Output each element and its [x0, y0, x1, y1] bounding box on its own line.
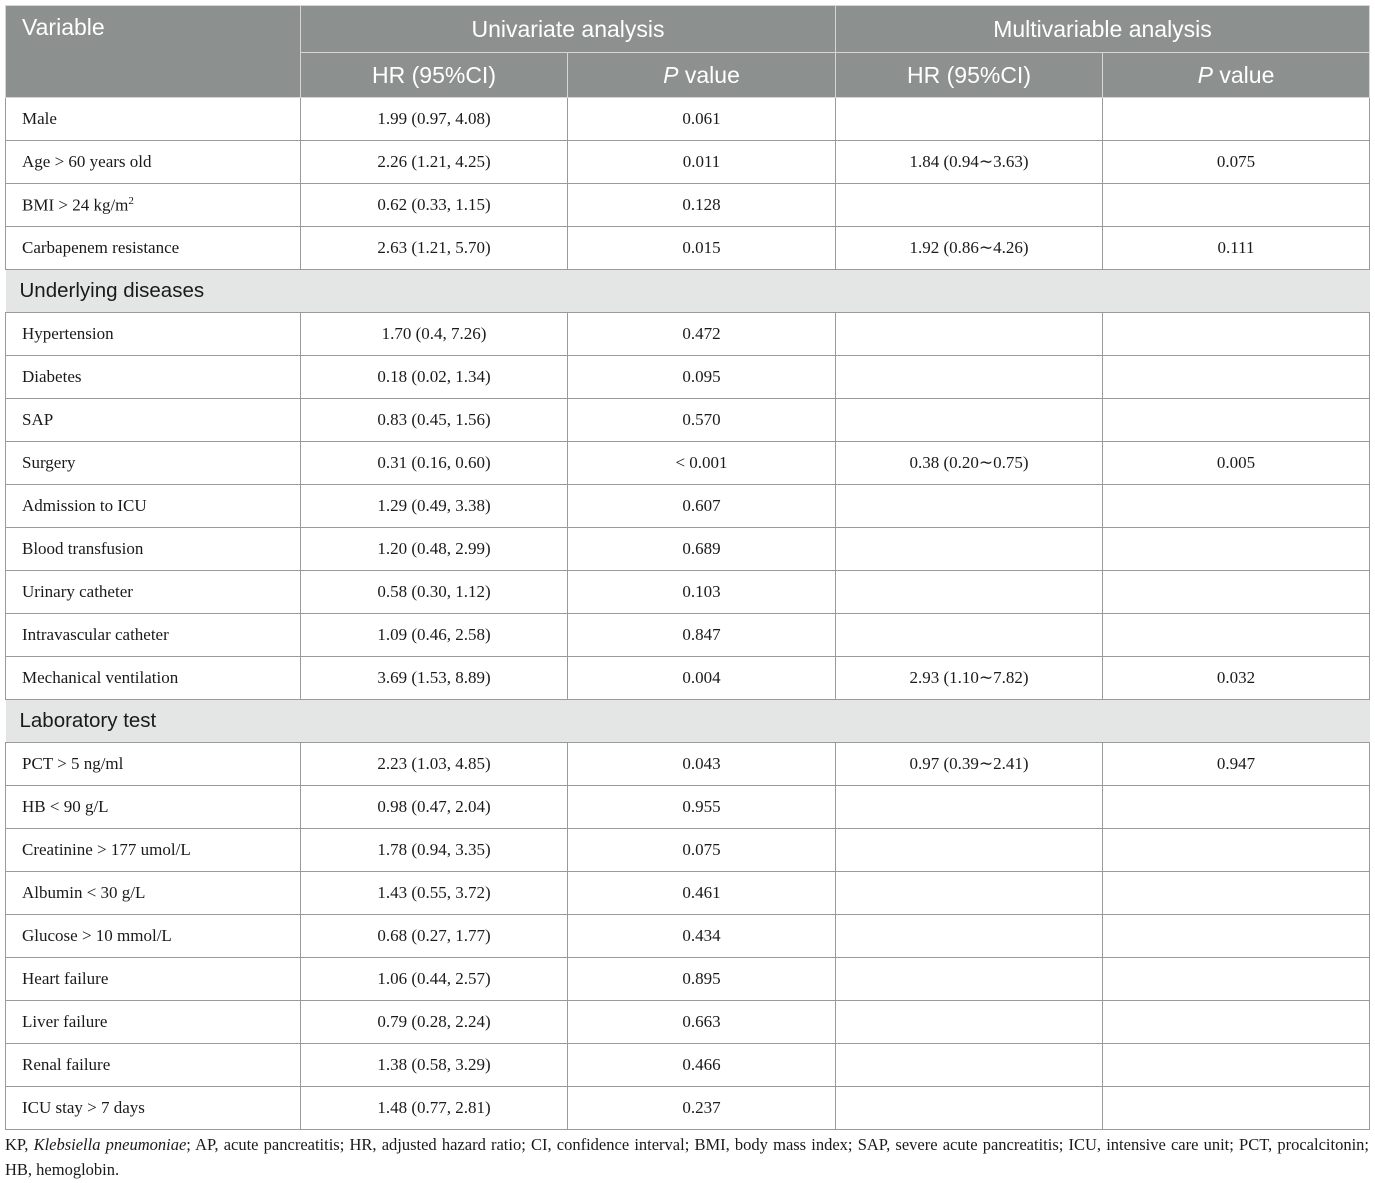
row-label — [6, 743, 301, 786]
table-row — [6, 184, 1370, 227]
multivariable-hr-cell — [836, 313, 1103, 356]
row-label — [6, 98, 301, 141]
multivariable-hr-cell — [836, 829, 1103, 872]
header-multivariable-p — [1103, 53, 1370, 98]
table-row — [6, 571, 1370, 614]
univariate-hr-cell — [301, 958, 568, 1001]
row-label-text: Male — [22, 109, 57, 128]
univariate-p-cell — [568, 356, 836, 399]
row-label-text: PCT > 5 ng/ml — [22, 754, 124, 773]
multivariable-hr-cell — [836, 958, 1103, 1001]
univariate-p-cell — [568, 485, 836, 528]
multivariable-p-cell — [1103, 614, 1370, 657]
univariate-hr-cell — [301, 829, 568, 872]
multivariable-p-cell — [1103, 313, 1370, 356]
univariate-hr-cell — [301, 872, 568, 915]
univariate-p-cell-text: 0.570 — [682, 410, 721, 429]
univariate-hr-cell — [301, 614, 568, 657]
row-label-text: Albumin < 30 g/L — [22, 883, 146, 902]
multivariable-hr-cell — [836, 657, 1103, 700]
univariate-p-cell — [568, 313, 836, 356]
table-footnote — [5, 1132, 1369, 1182]
univariate-hr-cell-text: 0.18 (0.02, 1.34) — [377, 367, 491, 386]
multivariable-hr-cell-text: 0.38 (0.20∼0.75) — [909, 453, 1029, 472]
univariate-hr-cell-text: 0.98 (0.47, 2.04) — [377, 797, 491, 816]
univariate-hr-cell — [301, 1001, 568, 1044]
univariate-p-cell — [568, 399, 836, 442]
table-row — [6, 141, 1370, 184]
p-rest: value — [1212, 61, 1275, 88]
univariate-p-cell — [568, 98, 836, 141]
univariate-hr-cell-text: 1.99 (0.97, 4.08) — [377, 109, 491, 128]
row-label — [6, 571, 301, 614]
multivariable-hr-cell — [836, 786, 1103, 829]
univariate-p-cell-text: 0.043 — [682, 754, 721, 773]
univariate-hr-cell-text: 1.38 (0.58, 3.29) — [377, 1055, 491, 1074]
table-row — [6, 227, 1370, 270]
multivariable-p-cell — [1103, 743, 1370, 786]
multivariable-hr-cell — [836, 227, 1103, 270]
table-row — [6, 1087, 1370, 1130]
row-label-text: Heart failure — [22, 969, 109, 988]
univariate-p-cell-text: 0.011 — [682, 152, 721, 171]
multivariable-hr-cell-text: 1.92 (0.86∼4.26) — [909, 238, 1029, 257]
row-label-text: Blood transfusion — [22, 539, 144, 558]
p-italic: P — [663, 61, 679, 88]
multivariable-hr-cell — [836, 399, 1103, 442]
multivariable-hr-cell — [836, 356, 1103, 399]
multivariable-p-cell — [1103, 829, 1370, 872]
row-label-text: SAP — [22, 410, 54, 429]
row-label-text: BMI > 24 kg/m — [22, 195, 129, 215]
univariate-p-cell-text: 0.061 — [682, 109, 721, 128]
footnote-rest: ; AP, acute pancreatitis; HR, adjusted hazard ratio; CI, confidence interval; BMI, body mass index; SAP, severe acute pancreatitis; ICU, intensive care unit; PCT, procalcitonin; HB, hemoglobin. — [5, 1135, 1369, 1179]
univariate-p-cell — [568, 571, 836, 614]
univariate-hr-cell — [301, 786, 568, 829]
table-row — [6, 485, 1370, 528]
univariate-hr-cell — [301, 743, 568, 786]
header-multivariable-hr: HR (95%CI) — [836, 53, 1103, 98]
row-label — [6, 141, 301, 184]
univariate-hr-cell — [301, 657, 568, 700]
row-label-text: Renal failure — [22, 1055, 111, 1074]
row-label — [6, 829, 301, 872]
univariate-p-cell — [568, 141, 836, 184]
row-label-text: Age > 60 years old — [22, 152, 152, 171]
multivariable-p-cell — [1103, 786, 1370, 829]
header-univariate: Univariate analysis — [301, 6, 836, 53]
row-label — [6, 313, 301, 356]
multivariable-hr-cell — [836, 485, 1103, 528]
row-label-text: Diabetes — [22, 367, 82, 386]
univariate-p-cell — [568, 915, 836, 958]
univariate-hr-cell-text: 0.58 (0.30, 1.12) — [377, 582, 491, 601]
table-row — [6, 915, 1370, 958]
header-variable: Variable — [6, 6, 301, 98]
multivariable-p-cell — [1103, 485, 1370, 528]
superscript: 2 — [128, 194, 134, 207]
univariate-hr-cell-text: 2.23 (1.03, 4.85) — [377, 754, 491, 773]
row-label — [6, 356, 301, 399]
multivariable-hr-cell-text: 1.84 (0.94∼3.63) — [909, 152, 1029, 171]
section-laboratory-test-label: Laboratory test — [6, 700, 1370, 743]
univariate-p-cell — [568, 442, 836, 485]
univariate-hr-cell-text: 0.83 (0.45, 1.56) — [377, 410, 491, 429]
row-label — [6, 227, 301, 270]
univariate-p-cell-text: 0.847 — [682, 625, 721, 644]
univariate-hr-cell — [301, 485, 568, 528]
row-label-text: Admission to ICU — [22, 496, 147, 515]
univariate-p-cell — [568, 227, 836, 270]
footnote-kp-italic: Klebsiella pneumoniae — [33, 1135, 187, 1154]
univariate-hr-cell-text: 0.62 (0.33, 1.15) — [377, 195, 491, 214]
univariate-p-cell — [568, 786, 836, 829]
row-label-text: Hypertension — [22, 324, 114, 343]
univariate-hr-cell-text: 2.63 (1.21, 5.70) — [377, 238, 491, 257]
row-label-text: Surgery — [22, 453, 76, 472]
univariate-p-cell-text: 0.689 — [682, 539, 721, 558]
table-row — [6, 1001, 1370, 1044]
row-label — [6, 1087, 301, 1130]
section-underlying-diseases-label: Underlying diseases — [6, 270, 1370, 313]
univariate-p-cell — [568, 528, 836, 571]
row-label — [6, 614, 301, 657]
multivariable-hr-cell-text: 0.97 (0.39∼2.41) — [909, 754, 1029, 773]
univariate-p-cell — [568, 184, 836, 227]
univariate-hr-cell-text: 1.43 (0.55, 3.72) — [377, 883, 491, 902]
row-label — [6, 1001, 301, 1044]
univariate-hr-cell — [301, 442, 568, 485]
univariate-p-cell-text: 0.004 — [682, 668, 721, 687]
univariate-p-cell-text: 0.095 — [682, 367, 721, 386]
table-row — [6, 313, 1370, 356]
row-label-text: Creatinine > 177 umol/L — [22, 840, 191, 859]
table-row — [6, 743, 1370, 786]
univariate-hr-cell-text: 0.79 (0.28, 2.24) — [377, 1012, 491, 1031]
multivariable-p-cell — [1103, 1044, 1370, 1087]
multivariable-p-cell — [1103, 1087, 1370, 1130]
univariate-hr-cell-text: 1.09 (0.46, 2.58) — [377, 625, 491, 644]
table-row — [6, 958, 1370, 1001]
univariate-p-cell — [568, 743, 836, 786]
univariate-hr-cell — [301, 141, 568, 184]
multivariable-p-cell — [1103, 1001, 1370, 1044]
multivariable-hr-cell — [836, 915, 1103, 958]
multivariable-p-cell — [1103, 442, 1370, 485]
univariate-p-cell — [568, 958, 836, 1001]
multivariable-hr-cell — [836, 98, 1103, 141]
multivariable-p-cell — [1103, 399, 1370, 442]
row-label-text: Mechanical ventilation — [22, 668, 179, 687]
row-label-text: HB < 90 g/L — [22, 797, 109, 816]
row-label-text: Carbapenem resistance — [22, 238, 180, 257]
row-label-text: Intravascular catheter — [22, 625, 169, 644]
multivariable-hr-cell — [836, 141, 1103, 184]
univariate-p-cell-text: 0.663 — [682, 1012, 721, 1031]
row-label — [6, 485, 301, 528]
univariate-hr-cell-text: 1.78 (0.94, 3.35) — [377, 840, 491, 859]
multivariable-p-cell — [1103, 528, 1370, 571]
table-row — [6, 614, 1370, 657]
univariate-hr-cell-text: 2.26 (1.21, 4.25) — [377, 152, 491, 171]
univariate-p-cell-text: 0.237 — [682, 1098, 721, 1117]
multivariable-p-cell-text: 0.947 — [1216, 754, 1256, 773]
section-laboratory-test — [6, 700, 1370, 743]
multivariable-hr-cell — [836, 184, 1103, 227]
table-body — [6, 98, 1370, 1130]
univariate-hr-cell — [301, 528, 568, 571]
multivariable-hr-cell — [836, 442, 1103, 485]
p-rest: value — [678, 61, 740, 88]
table-row — [6, 829, 1370, 872]
multivariable-hr-cell — [836, 1001, 1103, 1044]
header-univariate-p — [568, 53, 836, 98]
univariate-hr-cell-text: 1.70 (0.4, 7.26) — [381, 324, 487, 343]
univariate-p-cell-text: 0.472 — [682, 324, 721, 343]
table-row — [6, 528, 1370, 571]
univariate-hr-cell — [301, 1087, 568, 1130]
header-multivariable: Multivariable analysis — [836, 6, 1370, 53]
univariate-p-cell-text: 0.434 — [682, 926, 721, 945]
row-label — [6, 958, 301, 1001]
row-label — [6, 915, 301, 958]
univariate-hr-cell — [301, 356, 568, 399]
univariate-p-cell-text: 0.461 — [682, 883, 721, 902]
row-label-text: Urinary catheter — [22, 582, 133, 601]
row-label — [6, 528, 301, 571]
univariate-hr-cell — [301, 915, 568, 958]
multivariable-p-cell — [1103, 915, 1370, 958]
multivariable-hr-cell — [836, 872, 1103, 915]
multivariable-p-cell — [1103, 227, 1370, 270]
univariate-hr-cell-text: 0.31 (0.16, 0.60) — [377, 453, 491, 472]
univariate-hr-cell-text: 3.69 (1.53, 8.89) — [377, 668, 491, 687]
table-row — [6, 356, 1370, 399]
univariate-p-cell — [568, 614, 836, 657]
univariate-p-cell — [568, 1087, 836, 1130]
row-label — [6, 399, 301, 442]
univariate-p-cell-text: 0.075 — [682, 840, 721, 859]
p-italic: P — [1197, 61, 1213, 88]
multivariable-hr-cell — [836, 614, 1103, 657]
univariate-p-cell — [568, 872, 836, 915]
multivariable-hr-cell — [836, 571, 1103, 614]
section-underlying-diseases — [6, 270, 1370, 313]
multivariable-p-cell — [1103, 958, 1370, 1001]
multivariable-p-cell — [1103, 571, 1370, 614]
row-label-text: Liver failure — [22, 1012, 108, 1031]
univariate-hr-cell — [301, 399, 568, 442]
row-label — [6, 442, 301, 485]
table-row — [6, 786, 1370, 829]
univariate-hr-cell — [301, 571, 568, 614]
table-row — [6, 657, 1370, 700]
multivariable-p-cell — [1103, 98, 1370, 141]
row-label — [6, 872, 301, 915]
multivariable-hr-cell-text: 2.93 (1.10∼7.82) — [909, 668, 1029, 687]
univariate-hr-cell — [301, 313, 568, 356]
multivariable-p-cell-text: 0.032 — [1216, 668, 1256, 687]
univariate-hr-cell-text: 1.06 (0.44, 2.57) — [377, 969, 491, 988]
row-label — [6, 184, 301, 227]
table-row — [6, 872, 1370, 915]
multivariable-p-cell-text: 0.111 — [1217, 238, 1255, 257]
row-label — [6, 657, 301, 700]
multivariable-p-cell — [1103, 872, 1370, 915]
univariate-hr-cell — [301, 98, 568, 141]
multivariable-p-cell — [1103, 356, 1370, 399]
univariate-hr-cell-text: 1.20 (0.48, 2.99) — [377, 539, 491, 558]
univariate-hr-cell-text: 0.68 (0.27, 1.77) — [377, 926, 491, 945]
univariate-p-cell — [568, 1001, 836, 1044]
univariate-p-cell-text: 0.128 — [682, 195, 721, 214]
univariate-hr-cell — [301, 184, 568, 227]
univariate-p-cell-text: 0.607 — [682, 496, 721, 515]
table-row — [6, 98, 1370, 141]
table-row — [6, 399, 1370, 442]
multivariable-hr-cell — [836, 528, 1103, 571]
multivariable-p-cell — [1103, 184, 1370, 227]
univariate-p-cell — [568, 829, 836, 872]
multivariable-hr-cell — [836, 1087, 1103, 1130]
multivariable-p-cell-text: 0.075 — [1216, 152, 1256, 171]
footnote-kp: KP, — [5, 1135, 34, 1154]
univariate-p-cell — [568, 1044, 836, 1087]
table-row — [6, 442, 1370, 485]
univariate-p-cell-text: 0.015 — [682, 238, 721, 257]
results-table — [5, 5, 1370, 1130]
univariate-p-cell — [568, 657, 836, 700]
univariate-p-cell-text: 0.955 — [682, 797, 721, 816]
univariate-p-cell-text: 0.466 — [682, 1055, 721, 1074]
row-label-text: ICU stay > 7 days — [22, 1098, 145, 1117]
row-label — [6, 786, 301, 829]
univariate-p-cell-text: 0.103 — [682, 582, 721, 601]
univariate-hr-cell-text: 1.29 (0.49, 3.38) — [377, 496, 491, 515]
multivariable-hr-cell — [836, 1044, 1103, 1087]
univariate-p-cell-text: < 0.001 — [675, 453, 728, 472]
row-label — [6, 1044, 301, 1087]
row-label-text: Glucose > 10 mmol/L — [22, 926, 172, 945]
header-univariate-hr: HR (95%CI) — [301, 53, 568, 98]
univariate-hr-cell — [301, 1044, 568, 1087]
table-row — [6, 1044, 1370, 1087]
univariate-p-cell-text: 0.895 — [682, 969, 721, 988]
multivariable-hr-cell — [836, 743, 1103, 786]
multivariable-p-cell — [1103, 141, 1370, 184]
univariate-hr-cell-text: 1.48 (0.77, 2.81) — [377, 1098, 491, 1117]
multivariable-p-cell-text: 0.005 — [1216, 453, 1256, 472]
univariate-hr-cell — [301, 227, 568, 270]
multivariable-p-cell — [1103, 657, 1370, 700]
